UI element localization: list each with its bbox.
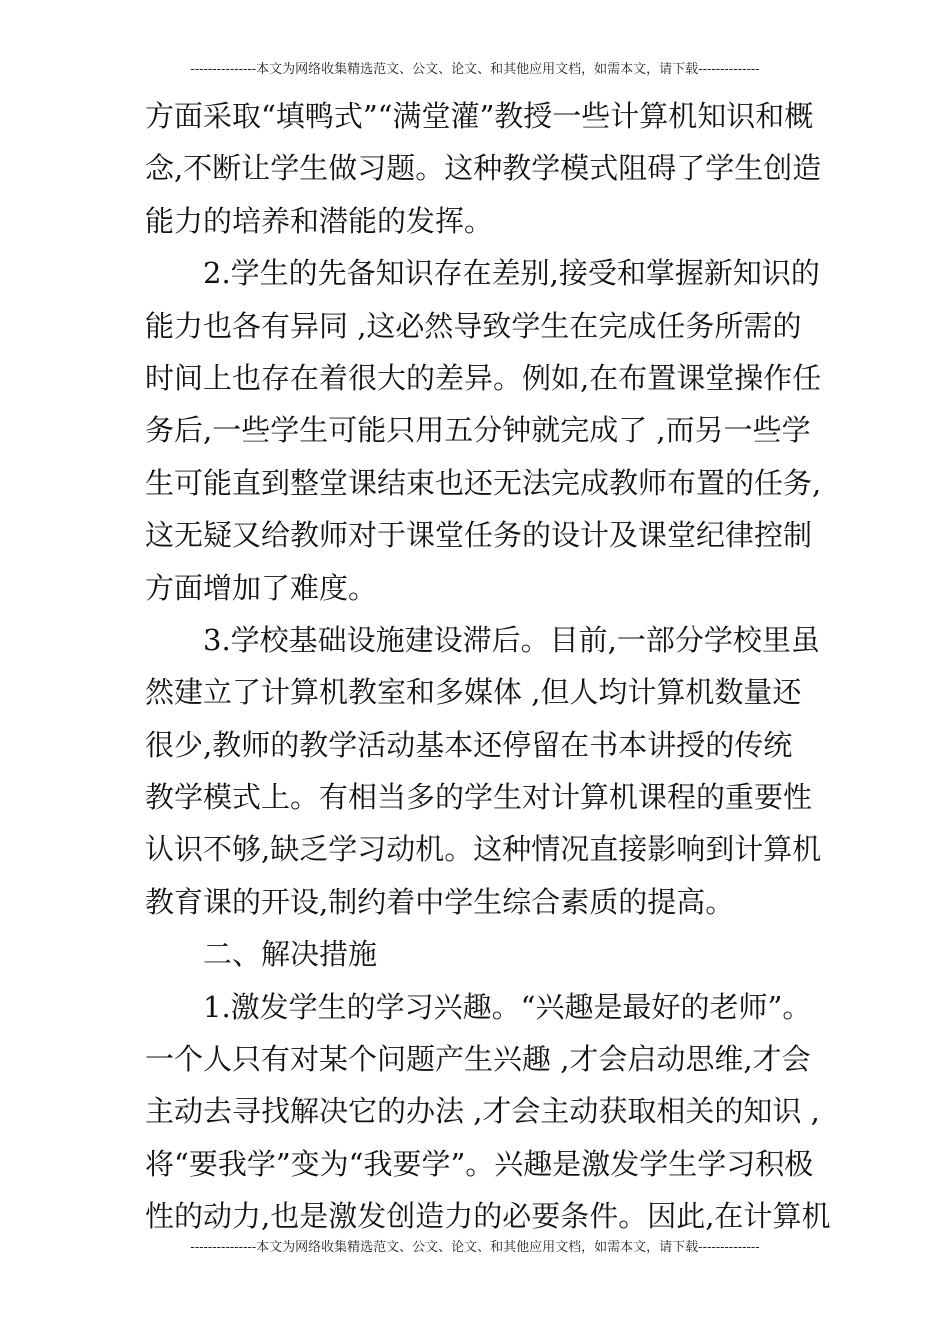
body-line: 将“要我学”变为“我要学”。兴趣是激发学生学习积极 xyxy=(145,1146,814,1181)
body-line: 很少,教师的教学活动基本还停留在书本讲授的传统 xyxy=(145,727,793,762)
body-line: 念,不断让学生做习题。这种教学模式阻碍了学生创造 xyxy=(145,151,822,186)
body-line: 方面增加了难度。 xyxy=(145,570,378,605)
paragraph-start-line: 2.学生的先备知识存在差别,接受和掌握新知识的 xyxy=(203,256,820,291)
body-line: 然建立了计算机教室和多媒体 ,但人均计算机数量还 xyxy=(145,675,802,710)
body-line: 生可能直到整堂课结束也还无法完成教师布置的任务, xyxy=(145,465,822,500)
body-line: 性的动力,也是激发创造力的必要条件。因此,在计算机 xyxy=(145,1199,831,1234)
body-line: 能力的培养和潜能的发挥。 xyxy=(145,203,494,238)
document-body xyxy=(145,90,831,1243)
page-header-notice: ---------------本文为网络收集精选范文、公文、论文、和其他应用文档，如需本文，请下载-------------- xyxy=(190,62,760,77)
body-line: 一个人只有对某个问题产生兴趣 ,才会启动思维,才会 xyxy=(145,1042,811,1077)
page-footer-notice: ---------------本文为网络收集精选范文、公文、论文、和其他应用文档，如需本文，请下载-------------- xyxy=(190,1240,760,1255)
body-line: 主动去寻找解决它的办法 ,才会主动获取相关的知识 , xyxy=(145,1094,820,1129)
body-line: 方面采取“填鸭式”“满堂灌”教授一些计算机知识和概 xyxy=(145,99,814,133)
paragraph-start-line: 1.激发学生的学习兴趣。“兴趣是最好的老师”。 xyxy=(203,989,812,1024)
body-line: 这无疑又给教师对于课堂任务的设计及课堂纪律控制 xyxy=(145,518,813,553)
paragraph-start-line: 3.学校基础设施建设滞后。目前,一部分学校里虽 xyxy=(203,622,820,657)
body-line: 时间上也存在着很大的差异。例如,在布置课堂操作任 xyxy=(145,360,822,395)
body-line: 认识不够,缺乏学习动机。这种情况直接影响到计算机 xyxy=(145,832,822,867)
body-line: 务后,一些学生可能只用五分钟就完成了 ,而另一些学 xyxy=(145,413,811,448)
body-line: 能力也各有异同 ,这必然导致学生在完成任务所需的 xyxy=(145,308,802,343)
body-line: 教学模式上。有相当多的学生对计算机课程的重要性 xyxy=(145,780,813,815)
body-line: 教育课的开设,制约着中学生综合素质的提高。 xyxy=(145,884,735,919)
section-heading: 二、解决措施 xyxy=(203,937,378,972)
